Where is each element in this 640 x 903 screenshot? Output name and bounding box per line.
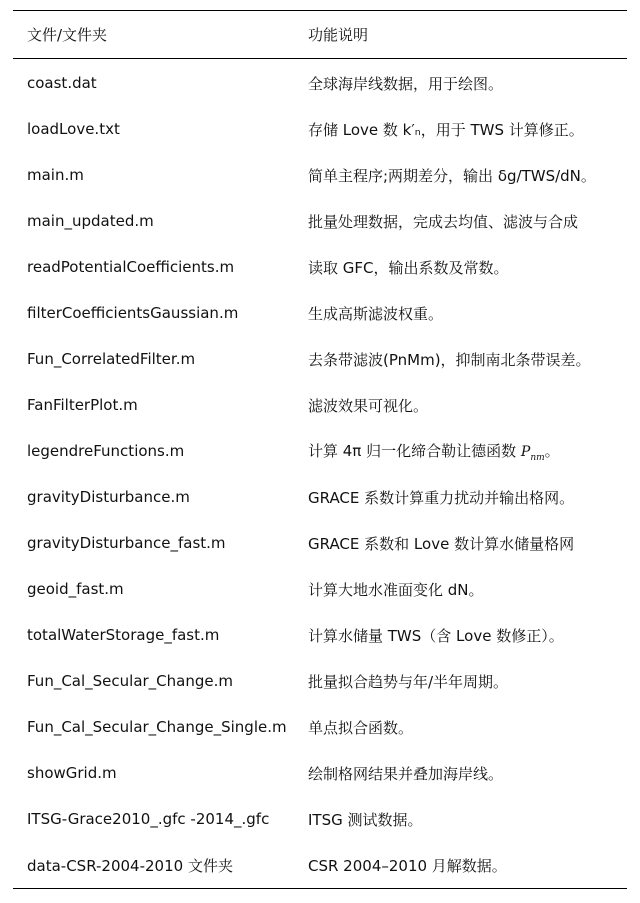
file-name: legendreFunctions.m — [27, 442, 185, 460]
file-description: 读取 GFC，输出系数及常数。 — [308, 258, 509, 277]
description-text: 计算 4π 归一化缔合勒让德函数 — [308, 441, 521, 460]
file-name: data-CSR-2004-2010 文件夹 — [27, 856, 233, 875]
table-row — [13, 842, 627, 888]
file-description: 存储 Love 数 k′ₙ，用于 TWS 计算修正。 — [308, 120, 584, 139]
file-description: 简单主程序;两期差分，输出 δg/TWS/dN。 — [308, 166, 596, 185]
legendre-symbol: $P_{nm}$ — [520, 443, 545, 463]
file-description: 全球海岸线数据，用于绘图。 — [308, 74, 504, 93]
file-name: showGrid.m — [27, 764, 117, 782]
file-description — [308, 440, 627, 463]
table-row — [13, 106, 627, 152]
file-description: GRACE 系数和 Love 数计算水储量格网 — [308, 534, 575, 553]
file-description: 计算水储量 TWS（含 Love 数修正）。 — [308, 626, 564, 645]
file-name: readPotentialCoefficients.m — [27, 258, 235, 276]
file-description: CSR 2004–2010 月解数据。 — [308, 856, 507, 875]
file-name: FanFilterPlot.m — [27, 396, 138, 414]
table-row — [13, 566, 627, 612]
file-description: 去条带滤波(PnMm)，抑制南北条带误差。 — [308, 350, 591, 369]
header-file-column: 文件/文件夹 — [27, 26, 108, 44]
file-description: 滤波效果可视化。 — [308, 396, 429, 415]
file-name: main.m — [27, 166, 84, 184]
table-header — [13, 11, 627, 58]
file-description: ITSG 测试数据。 — [308, 810, 423, 829]
file-name: loadLove.txt — [27, 120, 120, 138]
file-description: 批量拟合趋势与年/半年周期。 — [308, 672, 509, 691]
file-name: filterCoefficientsGaussian.m — [27, 304, 239, 322]
table-row — [13, 198, 627, 244]
file-table — [13, 10, 627, 889]
table-row — [13, 244, 627, 290]
file-name: geoid_fast.m — [27, 580, 124, 598]
file-name: gravityDisturbance.m — [27, 488, 190, 506]
table-row — [13, 474, 627, 520]
file-name: main_updated.m — [27, 212, 154, 230]
file-name: totalWaterStorage_fast.m — [27, 626, 220, 644]
file-description: 绘制格网结果并叠加海岸线。 — [308, 764, 504, 783]
file-description: 单点拟合函数。 — [308, 718, 414, 737]
file-name: coast.dat — [27, 74, 97, 92]
file-name: Fun_CorrelatedFilter.m — [27, 350, 196, 368]
table-row — [13, 704, 627, 750]
file-description: 批量处理数据，完成去均值、滤波与合成 — [308, 212, 579, 231]
table-row — [13, 382, 627, 428]
file-name: ITSG-Grace2010_.gfc -2014_.gfc — [27, 810, 270, 828]
table-row — [13, 290, 627, 336]
file-name: Fun_Cal_Secular_Change_Single.m — [27, 718, 287, 736]
table-row — [13, 658, 627, 704]
file-description: 计算大地水准面变化 dN。 — [308, 580, 484, 599]
file-description: GRACE 系数计算重力扰动并输出格网。 — [308, 488, 575, 507]
table-row — [13, 60, 627, 106]
table-row — [13, 796, 627, 842]
file-name: gravityDisturbance_fast.m — [27, 534, 226, 552]
file-name: Fun_Cal_Secular_Change.m — [27, 672, 233, 690]
table-row — [13, 750, 627, 796]
table-row — [13, 428, 627, 474]
file-description: 生成高斯滤波权重。 — [308, 304, 444, 323]
table-row — [13, 520, 627, 566]
table-row — [13, 336, 627, 382]
table-row — [13, 152, 627, 198]
description-tail: 。 — [544, 441, 560, 460]
bottom-rule — [13, 888, 627, 889]
header-description-column: 功能说明 — [308, 26, 369, 44]
table-row — [13, 612, 627, 658]
